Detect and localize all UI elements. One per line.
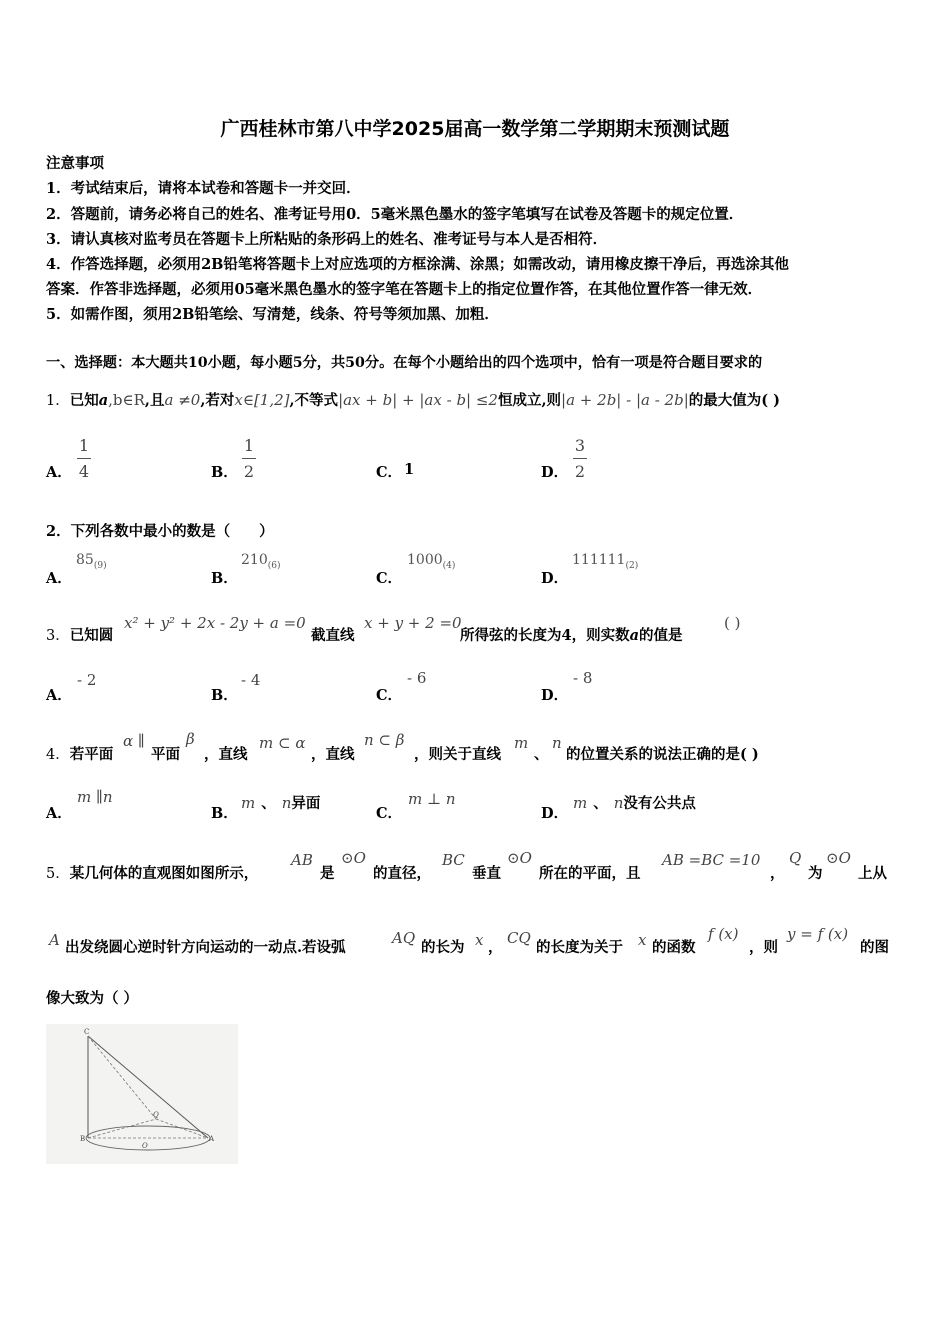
geometry-figure: [46, 1024, 238, 1164]
question-5: [46, 862, 258, 883]
base: (9): [93, 560, 107, 571]
option-label: D．: [541, 570, 569, 587]
math-expr: x + y + 2 =0: [364, 614, 462, 632]
notice-item: 3．请认真核对监考员在答题卡上所粘贴的条形码上的姓名、准考证号与本人是否相符．: [46, 231, 608, 248]
math-var: A: [49, 931, 60, 949]
question-text: 、: [534, 746, 549, 763]
math-expr: x² + y² + 2x - 2y + a =0: [124, 614, 306, 632]
question-text: ，: [488, 939, 503, 956]
notice-item: 答案．作答非选择题，必须用05毫米黑色墨水的签字笔在答题卡上的指定位置作答，在其他位置作答一律无效．: [46, 281, 763, 298]
math-var: m: [573, 794, 588, 812]
line-ca: [88, 1036, 208, 1138]
question-text: ，则关于直线: [414, 746, 501, 763]
option-a-value: [76, 552, 107, 571]
question-text: 出发绕圆心逆时针方向运动的一动点.若设弧: [65, 939, 346, 956]
question-text: 为: [808, 865, 823, 882]
label-c: C: [84, 1028, 90, 1036]
option-a-value: m ∥n: [77, 788, 113, 806]
question-text: ，直线: [204, 746, 248, 763]
option-label: C．: [376, 464, 403, 481]
math-expr: ⊙O: [507, 849, 532, 867]
question-text: 所在的平面，且: [539, 865, 641, 882]
line-cq: [88, 1036, 156, 1119]
question-text: 垂直: [472, 865, 501, 882]
question-text: 的位置关系的说法正确的是( ): [566, 746, 759, 763]
digits: 1000: [407, 552, 443, 568]
option-d-value: - 8: [573, 669, 593, 687]
option-b-value: - 4: [241, 671, 261, 689]
option-label: A．: [46, 687, 72, 704]
math-expr: a ≠0: [164, 391, 201, 409]
option-label: B．: [211, 464, 238, 481]
line-bq: [88, 1119, 156, 1138]
question-text: 平面: [151, 746, 180, 763]
question-text: 的图: [860, 939, 889, 956]
math-var: n: [613, 794, 624, 812]
math-var: n: [281, 794, 292, 812]
option-label: B．: [211, 570, 238, 587]
label-q: Q: [153, 1111, 159, 1119]
denominator: 2: [574, 462, 586, 481]
numerator: 1: [243, 436, 255, 455]
question-number: 5．: [46, 866, 70, 882]
math-expr: AB: [291, 851, 313, 869]
notice-item: 5．如需作图，须用2B铅笔绘、写清楚，线条、符号等须加黑、加粗．: [46, 306, 499, 323]
label-b: B: [80, 1135, 86, 1143]
question-4: [46, 743, 113, 764]
question-text: 上从: [858, 865, 887, 882]
separator: 、: [593, 795, 608, 812]
question-text: ,若对: [200, 392, 235, 409]
option-c-value: 1: [404, 461, 415, 478]
denominator: 2: [243, 462, 255, 481]
option-c-value: - 6: [407, 669, 427, 687]
option-label: D．: [541, 805, 569, 822]
option-a-value: - 2: [77, 671, 97, 689]
numerator: 1: [78, 436, 90, 455]
math-expr: m ⊂ α: [259, 734, 306, 752]
digits: 85: [76, 552, 94, 568]
option-label: D．: [541, 687, 569, 704]
question-text: 的直径，: [373, 865, 431, 882]
question-text-part: 的值是: [639, 627, 683, 644]
option-b-value: [241, 792, 320, 813]
option-label: B．: [211, 805, 238, 822]
math-expr: y = f (x): [787, 925, 849, 943]
math-var: n: [552, 734, 562, 752]
page-title: 广西桂林市第八中学2025届高一数学第二学期期末预测试题: [220, 118, 730, 140]
question-text: 恒成立,则: [497, 392, 562, 409]
question-text: 某几何体的直观图如图所示，: [69, 865, 259, 882]
option-b-fraction: [242, 436, 256, 481]
question-text: ，直线: [311, 746, 355, 763]
question-text: 已知圆: [69, 627, 114, 644]
base: (2): [625, 560, 639, 571]
question-text: 是: [320, 865, 335, 882]
question-text: 的长为: [421, 939, 465, 956]
question-number: 1．: [46, 393, 70, 409]
math-var: a: [629, 627, 639, 644]
math-var: m: [241, 794, 256, 812]
math-expr: x∈[1,2]: [234, 391, 290, 409]
option-label: C．: [376, 687, 403, 704]
math-var: x: [638, 931, 647, 949]
option-label: A．: [46, 570, 72, 587]
option-label: A．: [46, 464, 72, 481]
question-1: [46, 389, 780, 410]
notice-heading: 注意事项: [46, 155, 104, 172]
question-3: [46, 624, 113, 645]
option-d-value: [572, 552, 638, 571]
cone-diagram: [46, 1024, 238, 1164]
option-c-value: [407, 552, 455, 571]
question-number: 4．: [46, 747, 70, 763]
question-text: ，: [770, 865, 785, 882]
math-expr: |a + 2b| - |a - 2b|: [561, 391, 689, 409]
option-d-fraction: [573, 436, 587, 481]
question-text: 的长度为关于: [536, 939, 623, 956]
option-b-value: [241, 552, 280, 571]
notice-item: 1．考试结束后，请将本试卷和答题卡一并交回．: [46, 180, 361, 197]
question-text: 截直线: [311, 627, 355, 644]
math-expr: α ∥: [123, 732, 145, 750]
question-text: 的函数: [652, 939, 696, 956]
option-text: 异面: [291, 795, 321, 812]
math-expr: AQ: [392, 929, 416, 947]
denominator: 4: [78, 462, 90, 481]
option-label: D．: [541, 464, 569, 481]
math-var: a: [98, 392, 109, 409]
question-text: ，则: [749, 939, 778, 956]
math-var: x: [475, 931, 484, 949]
option-label: C．: [376, 570, 403, 587]
math-expr: β: [186, 730, 195, 748]
question-2: 2．下列各数中最小的数是（ ）: [46, 523, 274, 540]
digits: 210: [241, 552, 268, 568]
section-heading: 一、选择题：本大题共10小题，每小题5分，共50分。在每个小题给出的四个选项中，恰有一项是符合题目要求的: [46, 355, 763, 371]
option-c-value: m ⊥ n: [408, 790, 456, 808]
math-expr: AB =BC =10: [662, 851, 761, 869]
question-text: [460, 624, 683, 645]
question-text: ,且: [144, 392, 165, 409]
label-a: A: [209, 1135, 215, 1143]
option-text: 没有公共点: [623, 795, 696, 812]
question-text-part: 所得弦的长度为4，则实数: [460, 627, 630, 644]
question-text: 的最大值为( ): [688, 392, 781, 409]
math-expr: ,b∈R: [108, 391, 145, 409]
math-expr: CQ: [507, 929, 531, 947]
math-var: m: [514, 734, 529, 752]
question-text: 像大致为（ ）: [46, 990, 139, 1007]
option-d-value: [573, 792, 696, 813]
digits: 111111: [572, 552, 626, 568]
math-expr: ⊙O: [826, 849, 851, 867]
numerator: 3: [574, 436, 586, 455]
math-var: Q: [789, 849, 802, 867]
option-a-fraction: [77, 436, 91, 481]
option-label: C．: [376, 805, 403, 822]
option-label: B．: [211, 687, 238, 704]
math-expr: |ax + b| + |ax - b| ≤2: [338, 391, 498, 409]
math-expr: BC: [442, 851, 465, 869]
answer-paren: ( ): [724, 614, 741, 632]
question-text: 若平面: [69, 746, 114, 763]
line-qa: [156, 1119, 208, 1138]
question-text: ,不等式: [289, 392, 339, 409]
base: (4): [442, 560, 456, 571]
notice-item: 4．作答选择题，必须用2B铅笔将答题卡上对应选项的方框涂满、涂黑；如需改动，请用橡皮擦干净后，再选涂其他: [46, 256, 789, 273]
question-text: 已知: [69, 392, 99, 409]
base: (6): [267, 560, 281, 571]
label-o: O: [142, 1142, 148, 1150]
math-expr: ⊙O: [341, 849, 366, 867]
separator: 、: [261, 795, 276, 812]
notice-item: 2．答题前，请务必将自己的姓名、准考证号用0．5毫米黑色墨水的签字笔填写在试卷及答题卡的规定位置．: [46, 206, 744, 223]
option-label: A．: [46, 805, 72, 822]
math-expr: f (x): [708, 925, 739, 943]
question-number: 3．: [46, 628, 70, 644]
math-expr: n ⊂ β: [364, 731, 405, 749]
